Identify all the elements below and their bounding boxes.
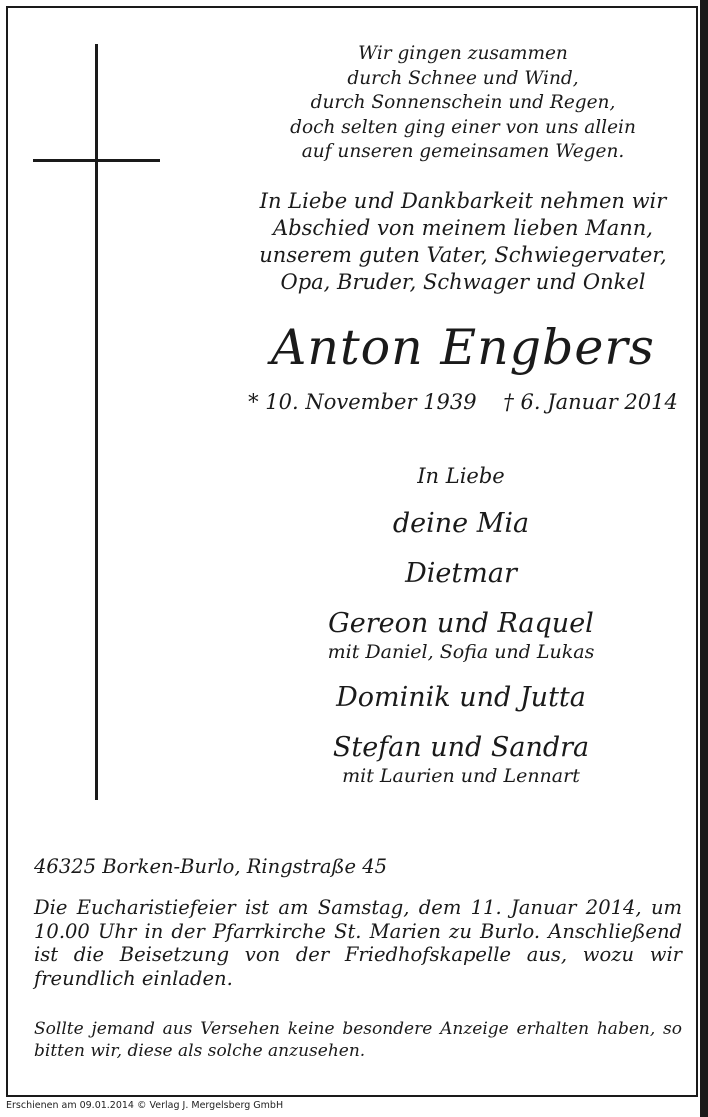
family-member: Gereon und Raquel (328, 608, 594, 639)
poem-line: auf unseren gemeinsamen Wegen. (301, 141, 625, 162)
poem-line: Wir gingen zusammen (358, 43, 568, 64)
poem (248, 42, 678, 165)
page-edge (700, 0, 708, 1117)
family-signatures (228, 462, 694, 788)
cross-vertical-bar (95, 44, 98, 800)
poem-line: durch Schnee und Wind, (347, 67, 579, 89)
farewell-line: Abschied von meinem lieben Mann, (273, 216, 653, 240)
address: 46325 Borken-Burlo, Ringstraße 45 (34, 855, 388, 878)
family-member-note: mit Daniel, Sofia und Lukas (327, 641, 595, 663)
family-member: Dietmar (405, 558, 517, 589)
poem-line: durch Sonnenschein und Regen, (310, 92, 616, 113)
farewell-line: In Liebe und Dankbarkeit nehmen wir (259, 189, 667, 213)
notice-text: Sollte jemand aus Versehen keine besondere Anzeige erhalten haben, so bitten wir, diese als solche anzusehen. (34, 1019, 682, 1061)
life-dates: * 10. November 1939 † 6. Januar 2014 (248, 390, 678, 414)
family-intro: In Liebe (417, 464, 505, 488)
deceased-name: Anton Engbers (271, 319, 655, 376)
cross-horizontal-bar (33, 159, 160, 162)
family-member: deine Mia (392, 508, 530, 539)
family-member-note: mit Laurien und Lennart (342, 765, 580, 787)
obituary-frame (6, 6, 698, 1097)
poem-line: doch selten ging einer von uns allein (290, 116, 636, 138)
mass-announcement: Die Eucharistiefeier ist am Samstag, dem 11. Januar 2014, um 10.00 Uhr in der Pfarrkirche St. Marien zu Burlo. Anschließend ist die Beisetzung von der Friedhofskapelle aus, wozu wir freundlich einladen. (34, 896, 682, 990)
family-member: Dominik und Jutta (336, 682, 586, 713)
family-member: Stefan und Sandra (332, 732, 590, 763)
farewell-line: unserem guten Vater, Schwiegervater, (259, 243, 667, 267)
publication-footer: Erschienen am 09.01.2014 © Verlag J. Mergelsberg GmbH (6, 1100, 284, 1111)
farewell-text (233, 188, 693, 296)
farewell-line: Opa, Bruder, Schwager und Onkel (280, 270, 646, 294)
